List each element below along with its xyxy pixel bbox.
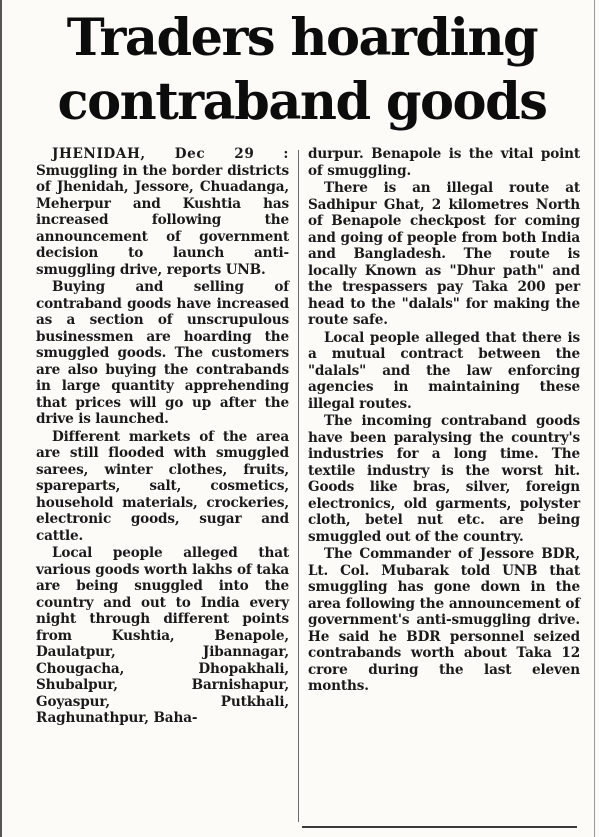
article-paragraph: Local people alleged that there is a mutual contract between the "dalals" and the law enforcing agencies in maintaining these illegal routes. <box>308 329 580 412</box>
headline-line-1: Traders hoarding <box>66 8 538 68</box>
column-divider <box>298 150 299 822</box>
end-rule <box>302 826 577 828</box>
article-paragraph-continued: durpur. Benapole is the vital point of smuggling. <box>308 146 580 179</box>
article-column-left <box>36 146 289 728</box>
article-paragraph: There is an illegal route at Sadhipur Ghat, 2 kilometres North of Benapole checkpost for coming and going of people from both India and Bangladesh. The route is locally Known as "Dhur path" and the trespassers pay Taka 200 per head to the "dalals" for making the route safe. <box>308 180 580 328</box>
article-paragraph: The Commander of Jessore BDR, Lt. Col. Mubarak told UNB that smuggling has gone down in the area following the announcement of government's anti-smuggling drive. He said he BDR personnel seized contrabands worth about Taka 12 crore during the last eleven months. <box>308 546 580 694</box>
article-paragraph <box>36 146 289 278</box>
headline-line-2: contraband goods <box>57 72 547 132</box>
paragraph-text: Smuggling in the border districts of Jhenidah, Jessore, Chuadanga, Meherpur and Kushtia has increased following the announcement of government decision to launch anti-smuggling drive, reports UNB. <box>36 162 289 278</box>
article-paragraph: Different markets of the area are still flooded with smuggled sarees, winter clothes, fruits, spareparts, salt, cosmetics, household materials, crockeries, electronic goods, sugar and cattle. <box>36 428 289 544</box>
headline <box>22 6 582 134</box>
clipping-edge <box>594 0 595 837</box>
dateline: JHENIDAH, Dec 29 : <box>52 146 289 162</box>
article-paragraph: The incoming contraband goods have been paralysing the country's industries for a long time. The textile industry is the worst hit. Goods like bras, silver, foreign electronics, old garments, polyster cloth, betel nut etc. are being smuggled out of the country. <box>308 413 580 545</box>
article-column-right <box>308 146 580 696</box>
article-paragraph: Buying and selling of contraband goods have increased as a section of unscrupulous businessmen are hoarding the smuggled goods. The customers are also buying the contrabands in large quantity apprehending that prices will go up after the drive is launched. <box>36 279 289 427</box>
article-paragraph: Local people alleged that various goods worth lakhs of taka are being snuggled into the country and out to India every night through different points from Kushtia, Benapole, Daulatpur, Jibannagar, Chougacha, Dhopakhali, Shubalpur, Barnishapur, Goyaspur, Putkhali, Raghunathpur, Baha- <box>36 545 289 726</box>
